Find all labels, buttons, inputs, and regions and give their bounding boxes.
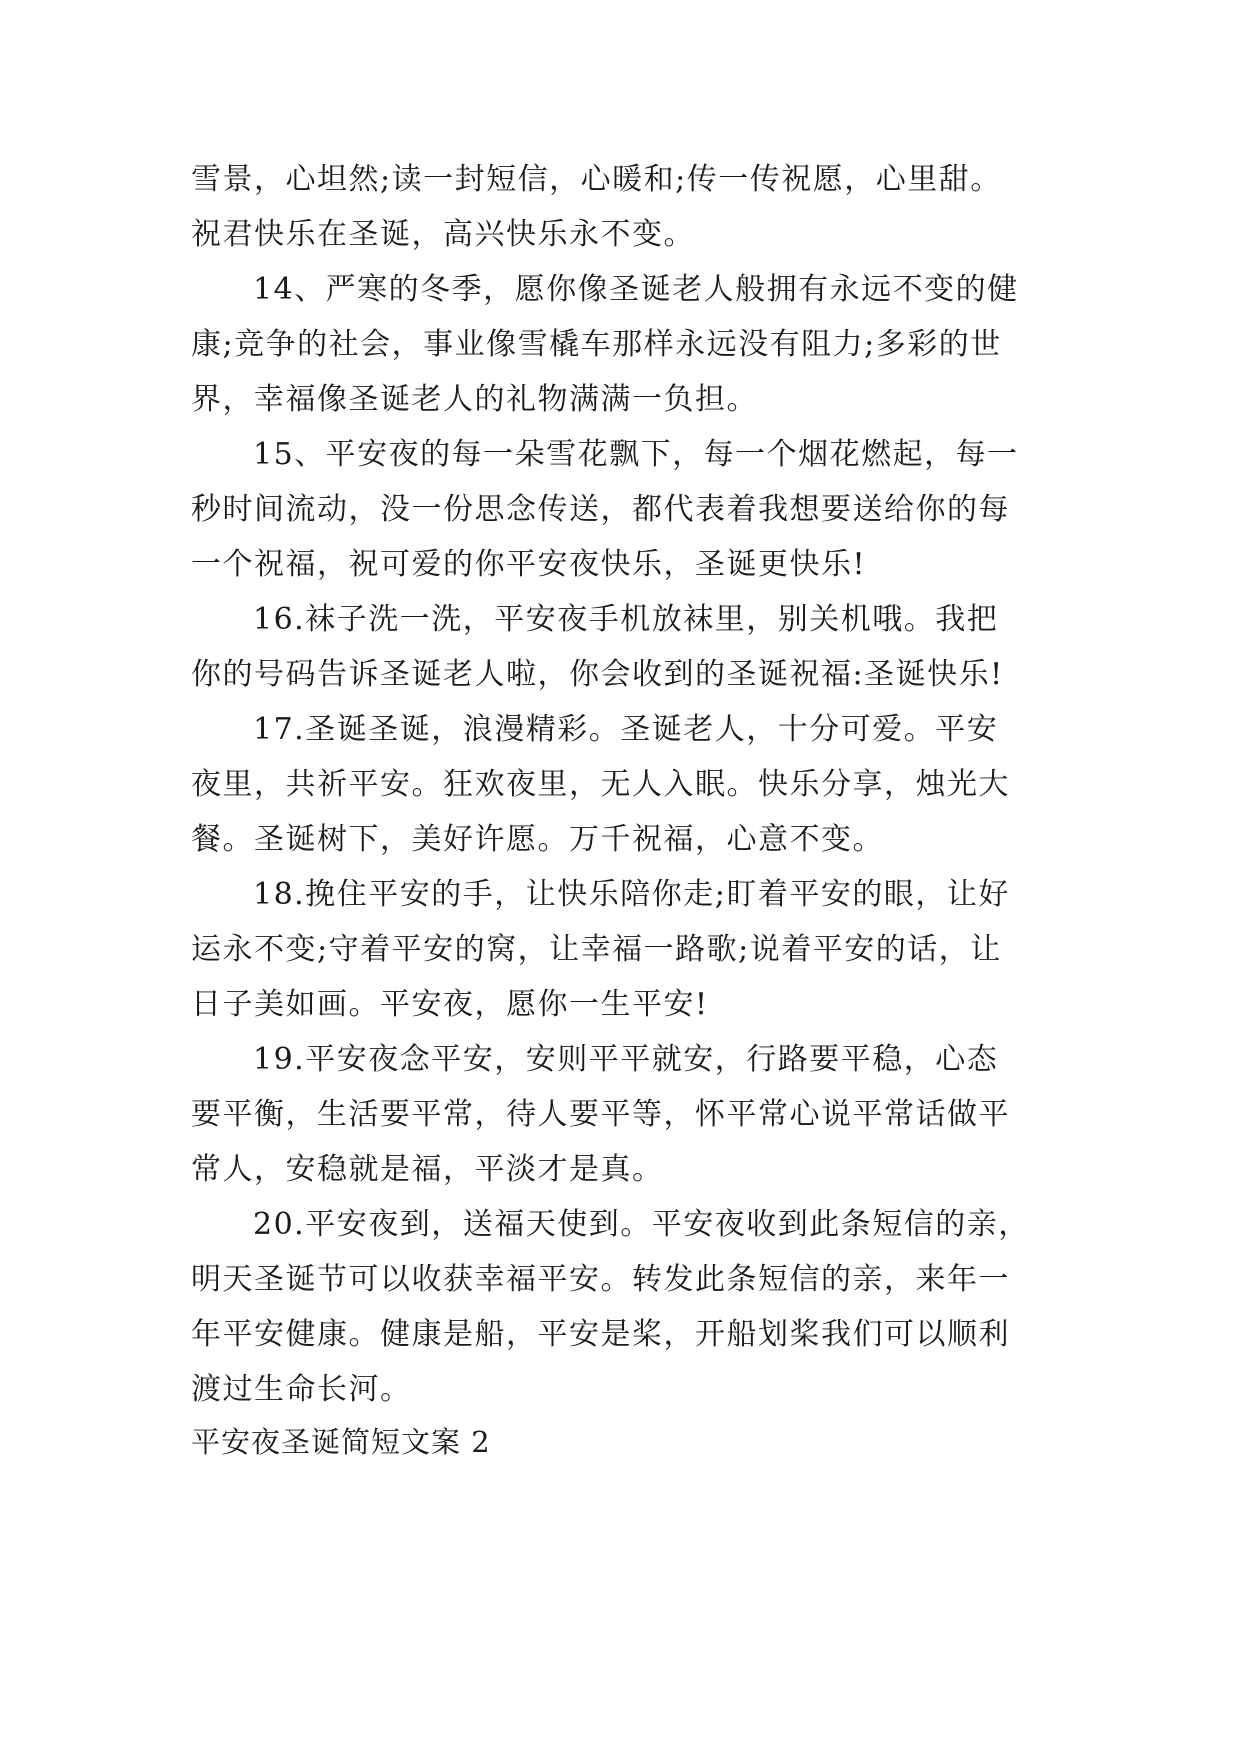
text-line: 雪景，心坦然;读一封短信，心暖和;传一传祝愿，心里甜。 — [191, 162, 1002, 197]
text-line: 康;竞争的社会，事业像雪橇车那样永远没有阻力;多彩的世 — [191, 327, 1002, 362]
text-line: 秒时间流动，没一份思念传送，都代表着我想要送给你的每 — [191, 492, 1010, 527]
section-heading: 平安夜圣诞简短文案 2 — [191, 1425, 491, 1459]
text-line: 夜里，共祈平安。狂欢夜里，无人入眠。快乐分享，烛光大 — [191, 767, 1010, 802]
text-line: 界，幸福像圣诞老人的礼物满满一负担。 — [191, 382, 758, 417]
paragraph-start-19: 19.平安夜念平安，安则平平就安，行路要平稳，心态 — [253, 1042, 999, 1077]
paragraph-start-18: 18.挽住平安的手，让快乐陪你走;盯着平安的眼，让好 — [253, 877, 1010, 912]
text-line: 要平衡，生活要平常，待人要平等，怀平常心说平常话做平 — [191, 1097, 1010, 1132]
text-line: 一个祝福，祝可爱的你平安夜快乐，圣诞更快乐! — [191, 547, 867, 582]
paragraph-start-16: 16.袜子洗一洗，平安夜手机放袜里，别关机哦。我把 — [253, 602, 999, 637]
text-line: 日子美如画。平安夜，愿你一生平安! — [191, 987, 709, 1022]
text-line: 餐。圣诞树下，美好许愿。万千祝福，心意不变。 — [191, 822, 884, 857]
text-line: 明天圣诞节可以收获幸福平安。转发此条短信的亲，来年一 — [191, 1262, 1010, 1297]
paragraph-start-20: 20.平安夜到，送福天使到。平安夜收到此条短信的亲， — [253, 1207, 1030, 1242]
paragraph-start-15: 15、平安夜的每一朵雪花飘下，每一个烟花燃起，每一 — [253, 437, 1019, 472]
text-line: 你的号码告诉圣诞老人啦，你会收到的圣诞祝福:圣诞快乐! — [191, 657, 1004, 692]
text-line: 渡过生命长河。 — [191, 1372, 412, 1407]
text-line: 年平安健康。健康是船，平安是桨，开船划桨我们可以顺利 — [191, 1317, 1010, 1352]
text-line: 常人，安稳就是福，平淡才是真。 — [191, 1152, 664, 1187]
paragraph-start-17: 17.圣诞圣诞，浪漫精彩。圣诞老人，十分可爱。平安 — [253, 712, 999, 747]
text-line: 祝君快乐在圣诞，高兴快乐永不变。 — [191, 217, 695, 252]
text-line: 运永不变;守着平安的窝，让幸福一路歌;说着平安的话，让 — [191, 932, 1002, 967]
paragraph-start-14: 14、严寒的冬季，愿你像圣诞老人般拥有永远不变的健 — [253, 272, 1019, 307]
